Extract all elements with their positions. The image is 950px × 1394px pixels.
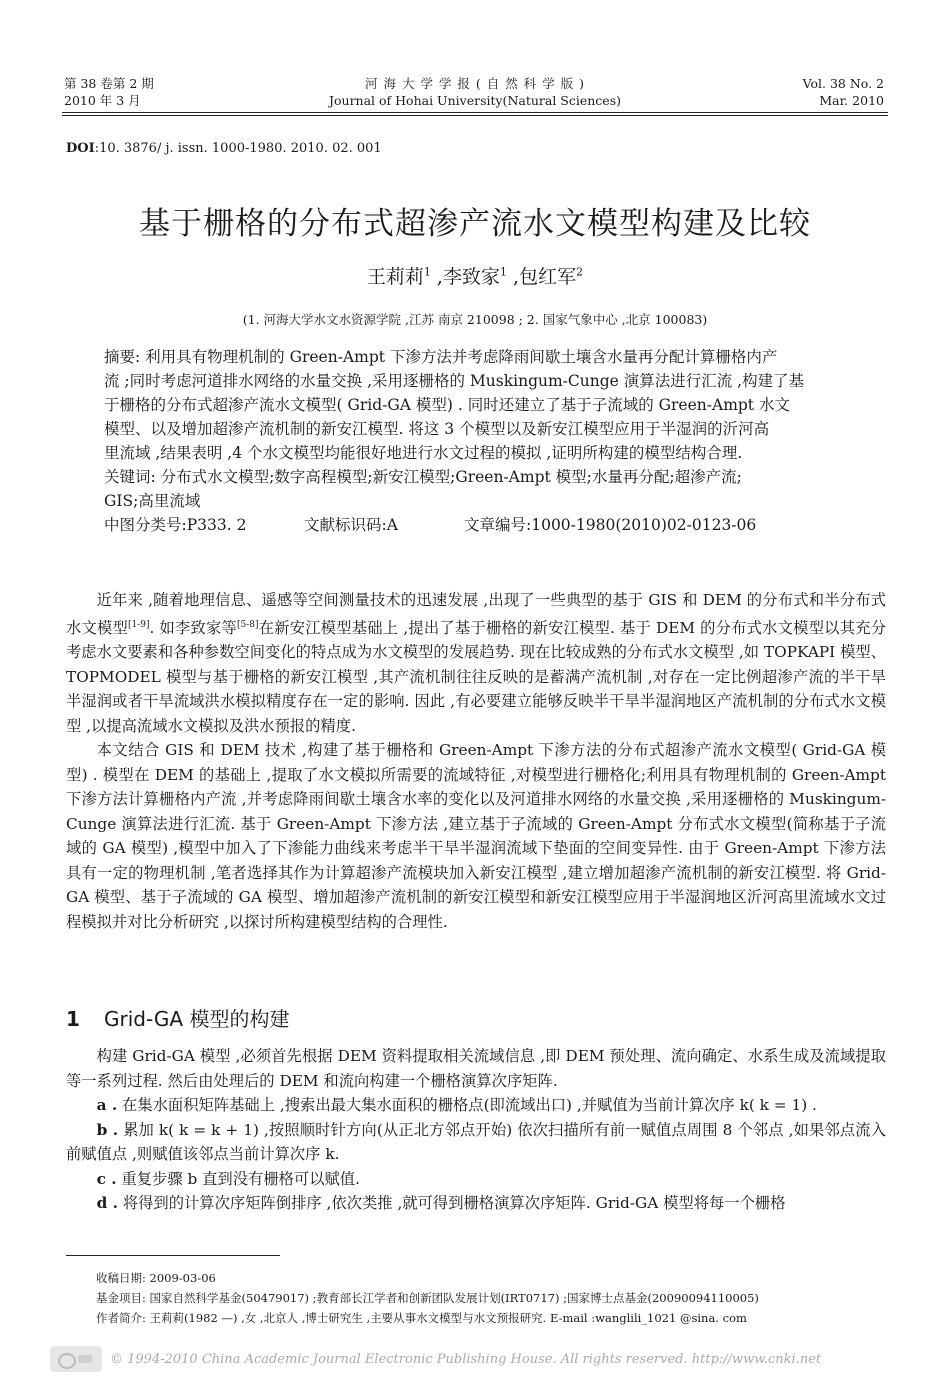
classification-line (104, 513, 864, 537)
step-label: c . (96, 1169, 117, 1188)
step-label: a . (96, 1096, 118, 1114)
step-item (66, 1167, 886, 1192)
section-paragraph: 构建 Grid-GA 模型 ,必须首先根据 DEM 资料提取相关流域信息 ,即 DEM 预处理、流向确定、水系生成及流域提取等一系列过程. 然后由处理后的 DEM 和流向构建一个栅格演算次序矩阵. (66, 1047, 886, 1090)
author-separator: , (430, 266, 443, 288)
step-item (66, 1191, 886, 1216)
author-affil-mark: 2 (576, 265, 584, 279)
intro-text: 近年来 ,随着地理信息、遥感等空间测量技术的迅速发展 ,出现了一些典型的基于 GIS 和 DEM 的分布式和半分布式水文模型 (66, 591, 886, 637)
intro-paragraph (66, 588, 886, 738)
intro-paragraph: 本文结合 GIS 和 DEM 技术 ,构建了基于栅格和 Green-Ampt 下渗方法的分布式超渗产流水文模型( Grid-GA 模型) . 模型在 DEM 的基础上 ,提取了水文模拟所需要的流域特征 ,对模型进行栅格化;利用具有物理机制的 Green-Ampt 下渗方法计算栅格内产流 ,并考虑降雨间歇土壤含水率的变化以及河道排水网络的水量交换 ,采用逐栅格的 Muskingum-Cunge 演算法进行汇流. 基于 Green-Ampt 下渗方法 ,建立基于子流域的 Green-Ampt 分布式水文模型(简称基于子流域的 GA 模型) ,模型中加入了下渗能力曲线来考虑半干旱半湿润流域下垫面的空间变异性. 由于 Green-Ampt 下渗方法具有一定的物理机制 ,笔者选择其作为计算超渗产流模块加入新安江模型 ,建立增加超渗产流机制的新安江模型. 将 Grid-GA 模型、基于子流域的 GA 模型、增加超渗产流机制的新安江模型和新安江模型应用于半湿润地区沂河高里流域水文过程模拟并对比分析研究 ,以探讨所构建模型结构的合理性. (66, 741, 886, 931)
issue-date: 2010 年 3 月 (64, 93, 141, 108)
step-text: 在集水面积矩阵基础上 ,搜索出最大集水面积的栅格点(即流域出口) ,并赋值为当前计算次序 k( k = 1) . (117, 1096, 817, 1114)
abstract-line: 流 ;同时考虑河道排水网络的水量交换 ,采用逐栅格的 Muskingum-Cunge 演算法进行汇流 ,构建了基 (104, 372, 805, 390)
footnote-rule (66, 1255, 280, 1256)
section-title: Grid-GA 模型的构建 (104, 1007, 290, 1031)
citation[interactable]: [1-9] (128, 619, 150, 630)
author-list (40, 262, 910, 289)
author-name: 李致家 (442, 266, 500, 288)
author-affil-mark: 1 (500, 265, 507, 279)
affiliation: (1. 河海大学水文水资源学院 ,江苏 南京 210098 ; 2. 国家气象中心 ,北京 100083) (242, 312, 708, 327)
received-date: 收稿日期: 2009-03-06 (96, 1271, 216, 1285)
journal-name (275, 75, 675, 109)
doi-line (66, 141, 382, 156)
section-number: 1 (66, 1007, 80, 1031)
abstract-line: 于栅格的分布式超渗产流水文模型( Grid-GA 模型) . 同时还建立了基于子流域的 Green-Ampt 水文 (104, 396, 790, 414)
paper-title: 基于栅格的分布式超渗产流水文模型构建及比较 (139, 206, 811, 242)
issue-volume: 第 38 卷第 2 期 (64, 76, 154, 91)
author-separator: , (507, 266, 520, 288)
step-item (66, 1118, 886, 1167)
fund-info: 基金项目: 国家自然科学基金(50479017) ;教育部长江学者和创新团队发展计划(IRT0717) ;国家博士点基金(20090094110005) (96, 1291, 759, 1305)
abstract-line: 里流域 ,结果表明 ,4 个水文模型均能很好地进行水文过程的模拟 ,证明所构建的模型结构合理. (104, 444, 743, 462)
keywords-line: GIS;高里流域 (104, 492, 201, 510)
step-text: 累加 k( k = k + 1) ,按照顺时针方向(从正北方邻点开始) 依次扫描所有前一赋值点周围 8 个邻点 ,如果邻点流入前赋值点 ,则赋值该邻点当前计算次序 k. (66, 1120, 886, 1163)
section-body (66, 1044, 886, 1216)
volume-number: Vol. 38 No. 2 (802, 76, 884, 91)
citation[interactable]: [5-8] (237, 619, 259, 630)
journal-issue (64, 75, 264, 109)
journal-volume-en (684, 75, 884, 109)
intro-text: 在新安江模型基础上 ,提出了基于栅格的新安江模型. 基于 DEM 的分布式水文模型以其充分考虑水文要素和各种参数空间变化的特点成为水文模型的发展趋势. 现在比较成熟的分布式水文模型 ,如 TOPKAPI 模型、TOPMODEL 模型与基于栅格的新安江模型 ,其产流机制往往反映的是蓄满产流机制 ,对存在一定比例超渗产流的半干旱半湿润或者干旱流域洪水模拟精度存在一定的影响. 因此 ,有必要建立能够反映半干旱半湿润地区产流机制的分布式水文模型 ,以提高流域水文模拟及洪水预报的精度. (66, 618, 886, 735)
author-name: 包红军 (519, 266, 577, 288)
journal-name-cn: 河 海 大 学 学 报 ( 自 然 科 学 版 ) (365, 76, 585, 91)
journal-name-en: Journal of Hohai University(Natural Sciences) (328, 93, 622, 108)
document-code: 文献标识码:A (304, 516, 398, 534)
abstract-line: 摘要: 利用具有物理机制的 Green-Ampt 下渗方法并考虑降雨间歇土壤含水量再分配计算栅格内产 (104, 348, 778, 366)
abstract-line: 模型、以及增加超渗产流机制的新安江模型. 将这 3 个模型以及新安江模型应用于半湿润的沂河高 (104, 420, 770, 438)
section-heading (66, 1003, 289, 1032)
step-label: b . (96, 1120, 119, 1139)
step-text: 重复步骤 b 直到没有栅格可以赋值. (116, 1169, 360, 1188)
doi-label: DOI (66, 141, 95, 156)
header-rule-bottom (62, 115, 888, 116)
step-label: d . (96, 1194, 118, 1212)
header-rule-top (62, 112, 888, 113)
keywords-line: 关键词: 分布式水文模型;数字高程模型;新安江模型;Green-Ampt 模型;水量再分配;超渗产流; (104, 468, 742, 486)
clc-number: 中图分类号:P333. 2 (104, 516, 247, 534)
step-item (66, 1093, 886, 1118)
step-text: 将得到的计算次序矩阵倒排序 ,依次类推 ,就可得到栅格演算次序矩阵. Grid-GA 模型将每一个栅格 (117, 1194, 786, 1212)
copyright-notice: © 1994-2010 China Academic Journal Electronic Publishing House. All rights reserved. http://www.cnki.net (110, 1352, 822, 1367)
volume-date: Mar. 2010 (819, 93, 884, 108)
intro-text: . 如李致家等 (149, 618, 238, 637)
abstract (104, 345, 864, 537)
article-number: 文章编号:1000-1980(2010)02-0123-06 (464, 516, 757, 534)
author-bio: 作者简介: 王莉莉(1982 —) ,女 ,北京人 ,博士研究生 ,主要从事水文模型与水文预报研究. E-mail :wanglili_1021 @sina. com (96, 1311, 747, 1325)
footnotes (96, 1268, 886, 1328)
author-affil-mark: 1 (423, 265, 431, 279)
introduction (66, 588, 886, 934)
author-name: 王莉莉 (366, 266, 424, 288)
doi-value: :10. 3876/ j. issn. 1000-1980. 2010. 02. 001 (94, 141, 382, 156)
cnki-logo-icon (50, 1346, 102, 1372)
